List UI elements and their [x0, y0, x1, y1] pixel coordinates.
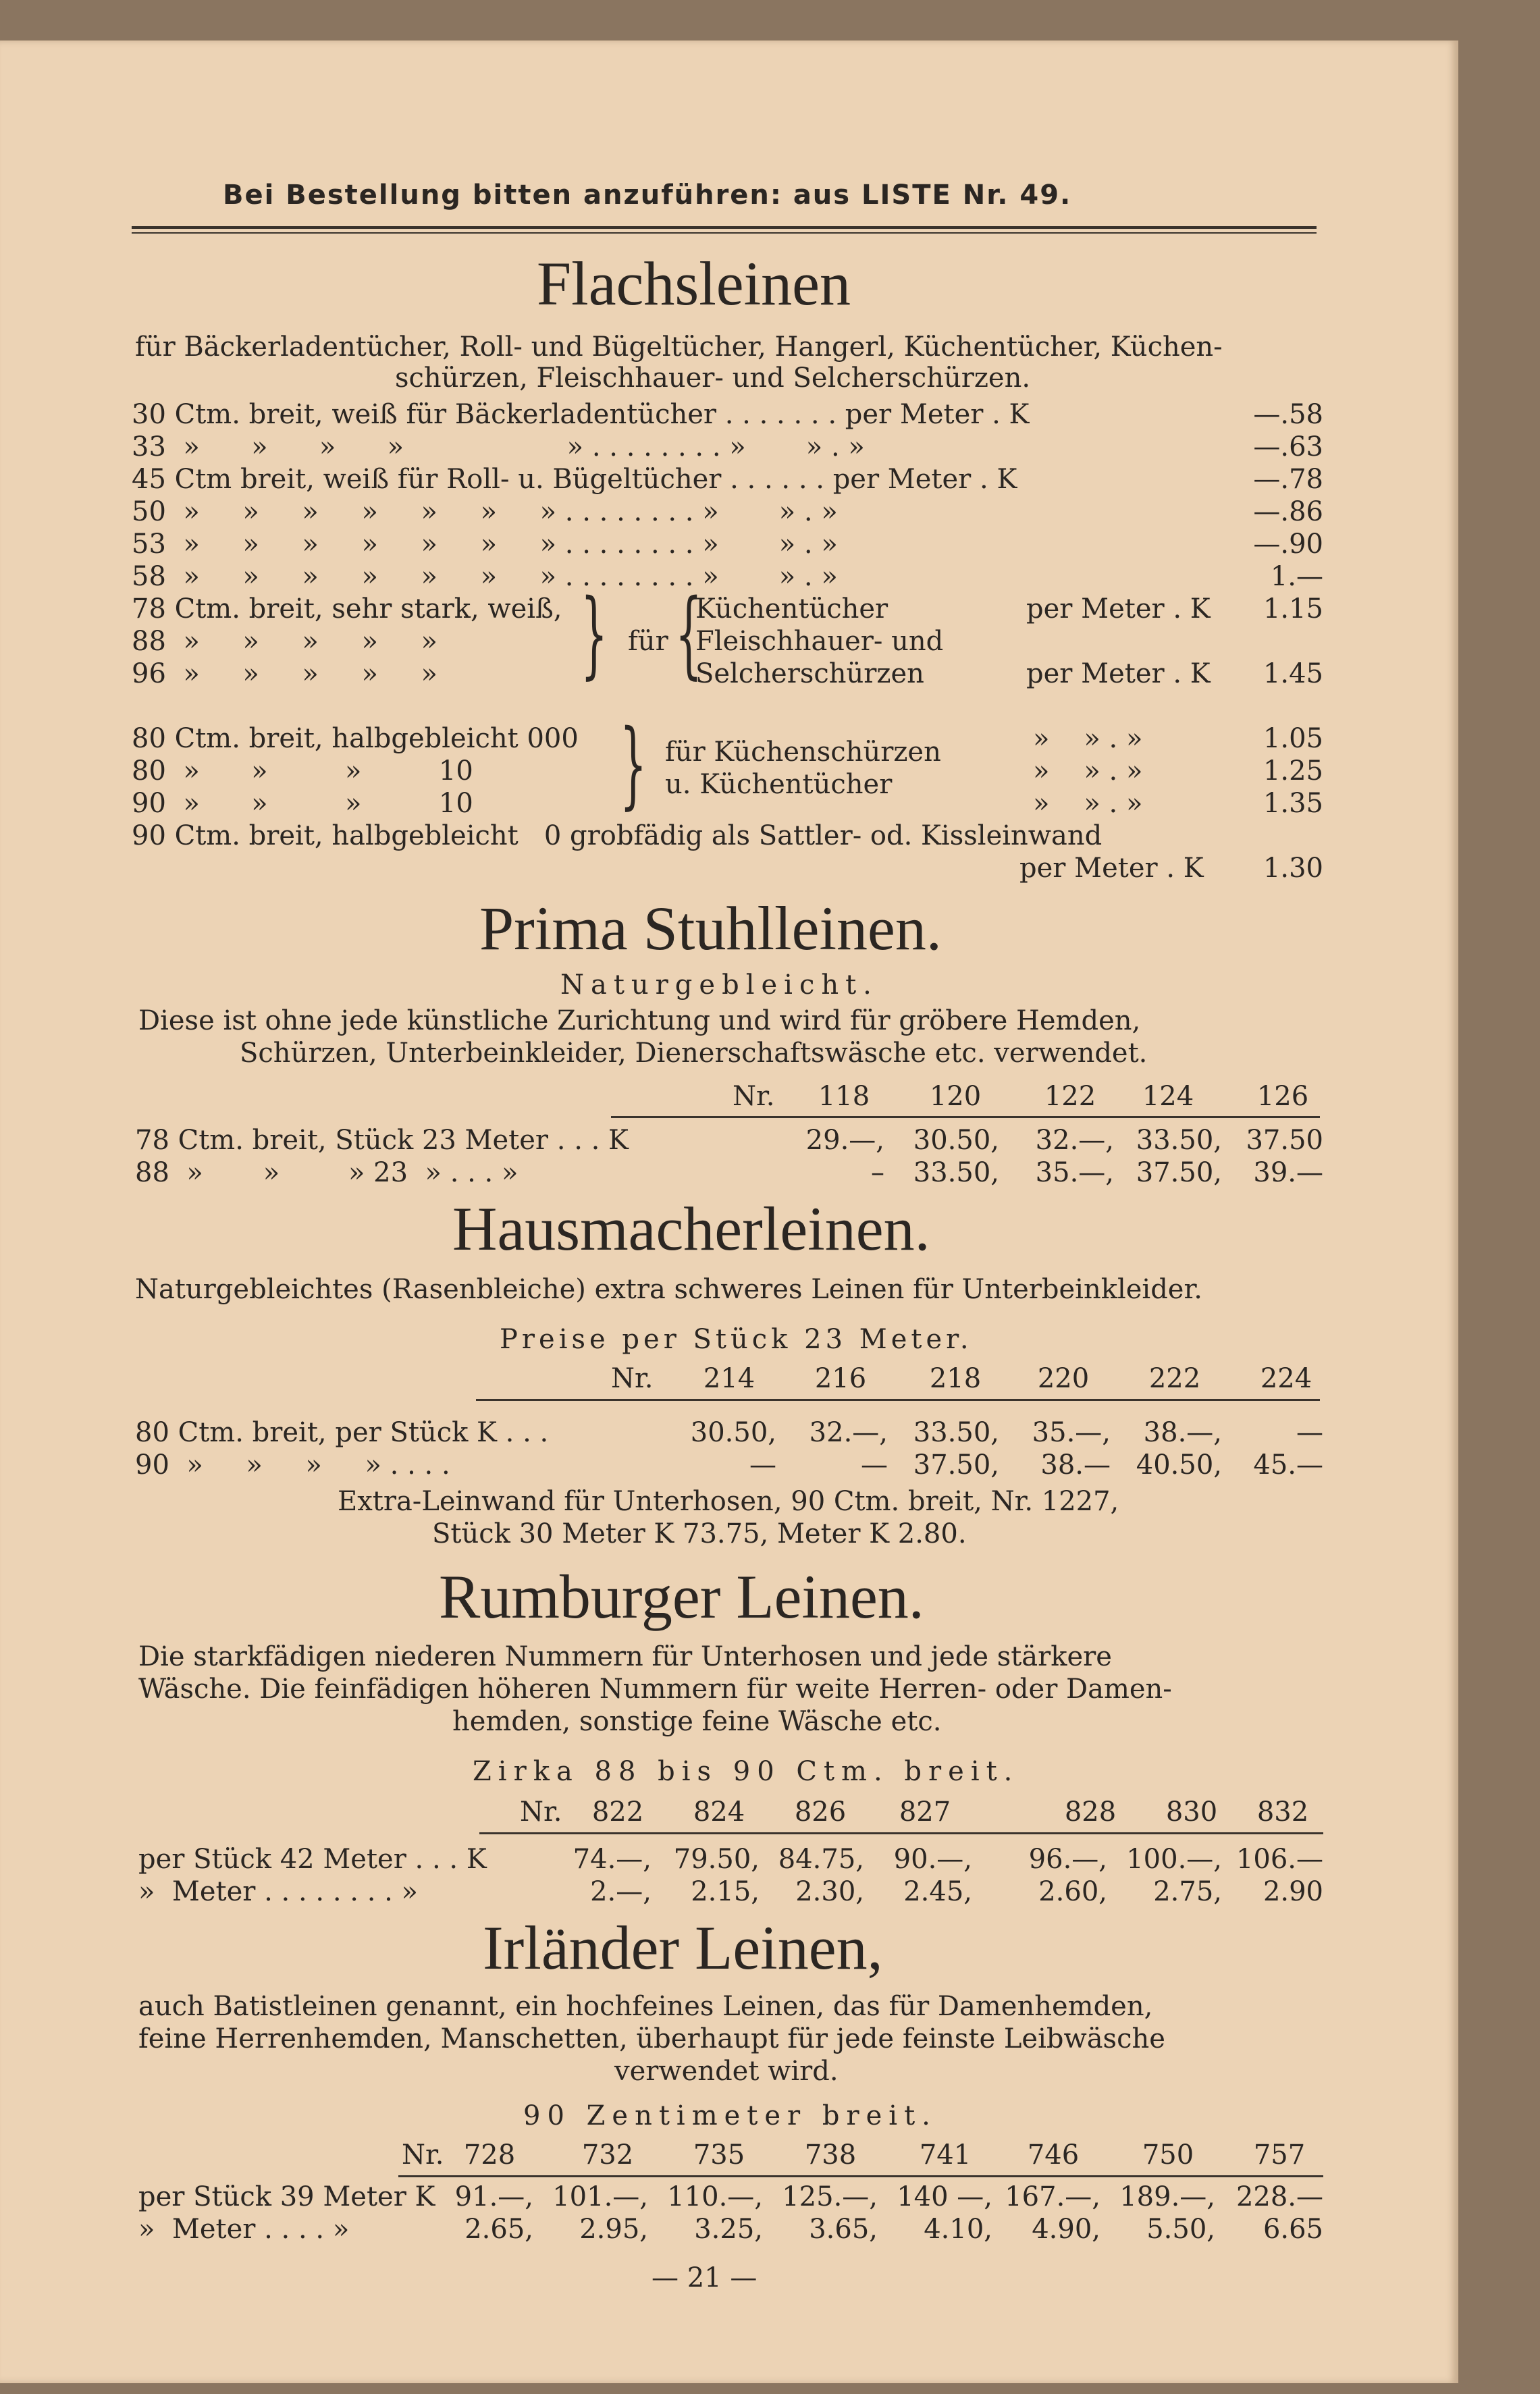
stuhl-table-rule	[611, 1116, 1320, 1118]
haus-subtitle: Preise per Stück 23 Meter.	[500, 1324, 973, 1355]
haus-intro: Naturgebleichtes (Rasenbleiche) extra schweres Leinen für Unterbeinkleider.	[135, 1274, 1202, 1305]
flachs-group2-left: 90 » » » 10	[132, 788, 473, 819]
flachs-group1-left: 88 » » » » »	[132, 626, 437, 657]
irland-cell: 3.25,	[694, 2214, 763, 2245]
flachs-group2-left: 80 Ctm. breit, halbgebleicht 000	[132, 723, 579, 754]
flachs-group1-fuer: für	[628, 626, 668, 657]
brace-open: {	[675, 579, 703, 689]
page-header: Bei Bestellung bitten anzuführen: aus LISTE Nr. 49.	[223, 180, 1072, 211]
flachs-group1-unit: per Meter . K	[1026, 658, 1211, 689]
flachs-group2-price: 1.25	[1263, 755, 1323, 787]
irland-cell: 167.—,	[1005, 2181, 1100, 2212]
haus-cell: —	[749, 1449, 776, 1481]
stuhl-cell: 33.50,	[1136, 1125, 1222, 1156]
irland-intro-line3: verwendet wird.	[614, 2056, 839, 2087]
flachs-row-price: —.90	[1253, 529, 1323, 560]
rumburg-cell: 2.45,	[903, 1876, 972, 1907]
irland-cell: 4.90,	[1032, 2214, 1100, 2245]
haus-extra-line1: Extra-Leinwand für Unterhosen, 90 Ctm. breit, Nr. 1227,	[338, 1486, 1119, 1517]
stuhl-subtitle: Naturgebleicht.	[560, 969, 878, 1001]
rumburg-nr-label: Nr.	[520, 1797, 562, 1828]
irland-cell: 2.95,	[579, 2214, 648, 2245]
irland-cell: 110.—,	[667, 2181, 763, 2212]
irland-subtitle: 90 Zentimeter breit.	[523, 2100, 937, 2131]
irland-table-rule	[398, 2175, 1323, 2177]
rumburg-cell: 84.75,	[778, 1844, 864, 1875]
flachs-intro-line2: schürzen, Fleischhauer- und Selcherschürzen.	[395, 363, 1031, 394]
rumburg-cell: 106.—	[1236, 1844, 1323, 1875]
irland-cell: 6.65	[1263, 2214, 1323, 2245]
rumburg-intro-line1: Die starkfädigen niederen Nummern für Unterhosen und jede stärkere	[138, 1641, 1112, 1672]
rumburg-table-rule	[479, 1832, 1323, 1834]
header-rule	[132, 226, 1317, 229]
haus-row-label: 90 » » » » . . . .	[135, 1449, 450, 1481]
rumburg-cell: 96.—,	[1028, 1844, 1107, 1875]
haus-row-label: 80 Ctm. breit, per Stück K . . .	[135, 1417, 549, 1448]
haus-number: 224	[1260, 1363, 1312, 1394]
irland-cell: 2.65,	[464, 2214, 533, 2245]
irland-number: 738	[804, 2139, 857, 2171]
irland-number: 750	[1142, 2139, 1194, 2171]
haus-cell: 33.50,	[913, 1417, 999, 1448]
haus-cell: 38.—	[1040, 1449, 1111, 1481]
flachs-row-price: —.86	[1253, 496, 1323, 527]
flachs-group2-unit: » » . »	[1033, 723, 1143, 754]
section-title-hausmacherleinen: Hausmacherleinen.	[452, 1194, 930, 1263]
stuhl-row-label: 88 » » » 23 » . . . »	[135, 1157, 519, 1188]
flachs-row-left: 33 » » » » » . . . . . . . . » » . »	[132, 431, 865, 462]
haus-cell: —	[861, 1449, 888, 1481]
flachs-group2-mid: u. Küchentücher	[665, 769, 893, 800]
stuhl-nr-label: Nr.	[733, 1081, 775, 1112]
flachs-row-price: —.78	[1253, 464, 1323, 495]
haus-cell: 30.50,	[690, 1417, 776, 1448]
stuhl-cell: –	[871, 1157, 884, 1188]
stuhl-number: 124	[1142, 1081, 1194, 1112]
rumburg-cell: 2.60,	[1038, 1876, 1107, 1907]
haus-number: 218	[929, 1363, 982, 1394]
flachs-group2-unit: » » . »	[1033, 788, 1143, 819]
irland-intro-line2: feine Herrenhemden, Manschetten, überhaupt für jede feinste Leibwäsche	[138, 2023, 1165, 2054]
flachs-group2-unit: » » . »	[1033, 755, 1143, 787]
haus-number: 220	[1037, 1363, 1090, 1394]
irland-cell: 189.—,	[1119, 2181, 1215, 2212]
irland-intro-line1: auch Batistleinen genannt, ein hochfeines Leinen, das für Damenhemden,	[138, 1991, 1153, 2022]
flachs-group1-price: 1.45	[1263, 658, 1323, 689]
flachs-last-unit: per Meter . K	[1019, 853, 1204, 884]
stuhl-intro-line2: Schürzen, Unterbeinkleider, Dienerschaftswäsche etc. verwendet.	[240, 1038, 1148, 1069]
flachs-group1-price: 1.15	[1263, 593, 1323, 624]
stuhl-cell: 39.—	[1253, 1157, 1323, 1188]
brace-close: }	[581, 579, 608, 689]
stuhl-cell: 32.—,	[1035, 1125, 1114, 1156]
rumburg-intro-line2: Wäsche. Die feinfädigen höheren Nummern für weite Herren- oder Damen-	[138, 1674, 1172, 1705]
irland-number: 728	[463, 2139, 516, 2171]
irland-nr-label: Nr.	[402, 2139, 444, 2171]
haus-number: 216	[814, 1363, 867, 1394]
haus-cell: 35.—,	[1032, 1417, 1111, 1448]
irland-number: 732	[581, 2139, 634, 2171]
flachs-row-left: 45 Ctm breit, weiß für Roll- u. Bügeltücher . . . . . . per Meter . K	[132, 464, 1017, 495]
flachs-row-left: 30 Ctm. breit, weiß für Bäckerladentücher . . . . . . . per Meter . K	[132, 399, 1030, 430]
rumburg-cell: 74.—,	[573, 1844, 652, 1875]
rumburg-cell: 2.30,	[795, 1876, 864, 1907]
haus-number: 214	[703, 1363, 755, 1394]
haus-cell: 40.50,	[1136, 1449, 1222, 1481]
section-title-flachsleinen: Flachsleinen	[537, 249, 851, 318]
rumburg-row-label: » Meter . . . . . . . . »	[138, 1876, 419, 1907]
stuhl-number: 122	[1044, 1081, 1096, 1112]
rumburg-subtitle: Zirka 88 bis 90 Ctm. breit.	[473, 1756, 1019, 1787]
irland-cell: 125.—,	[782, 2181, 878, 2212]
haus-cell: 32.—,	[809, 1417, 888, 1448]
rumburg-number: 828	[1064, 1797, 1117, 1828]
haus-cell: —	[1296, 1417, 1323, 1448]
stuhl-cell: 37.50,	[1136, 1157, 1222, 1188]
section-title-stuhlleinen: Prima Stuhlleinen.	[479, 894, 942, 963]
rumburg-row-label: per Stück 42 Meter . . . K	[138, 1844, 487, 1875]
flachs-group1-left: 78 Ctm. breit, sehr stark, weiß,	[132, 593, 562, 624]
flachs-row-left: 53 » » » » » » » . . . . . . . . » » . »	[132, 529, 838, 560]
rumburg-number: 827	[899, 1797, 951, 1828]
haus-cell: 38.—,	[1143, 1417, 1222, 1448]
rumburg-number: 822	[591, 1797, 644, 1828]
rumburg-intro-line3: hemden, sonstige feine Wäsche etc.	[452, 1706, 942, 1737]
irland-cell: 91.—,	[454, 2181, 533, 2212]
rumburg-cell: 2.90	[1263, 1876, 1323, 1907]
irland-cell: 5.50,	[1146, 2214, 1215, 2245]
irland-row-label: » Meter . . . . »	[138, 2214, 350, 2245]
flachs-group1-mid: Küchentücher	[695, 593, 888, 624]
irland-number: 735	[693, 2139, 745, 2171]
irland-number: 757	[1253, 2139, 1306, 2171]
haus-table-rule	[476, 1399, 1320, 1401]
flachs-last-line: 90 Ctm. breit, halbgebleicht 0 grobfädig als Sattler- od. Kissleinwand	[132, 820, 1103, 851]
irland-cell: 3.65,	[809, 2214, 878, 2245]
header-rule-thin	[132, 232, 1317, 234]
haus-cell: 45.—	[1253, 1449, 1323, 1481]
flachs-group2-price: 1.05	[1263, 723, 1323, 754]
flachs-row-price: 1.—	[1270, 561, 1323, 592]
flachs-group1-unit: per Meter . K	[1026, 593, 1211, 624]
flachs-last-price: 1.30	[1263, 853, 1323, 884]
stuhl-intro-line1: Diese ist ohne jede künstliche Zurichtung und wird für gröbere Hemden,	[138, 1005, 1141, 1036]
irland-cell: 4.10,	[924, 2214, 992, 2245]
flachs-group1-mid: Fleischhauer- und	[695, 626, 944, 657]
rumburg-cell: 79.50,	[673, 1844, 760, 1875]
stuhl-number: 120	[929, 1081, 982, 1112]
irland-cell: 228.—	[1236, 2181, 1323, 2212]
irland-number: 741	[919, 2139, 972, 2171]
stuhl-number: 118	[818, 1081, 870, 1112]
rumburg-cell: 2.15,	[691, 1876, 760, 1907]
stuhl-cell: 35.—,	[1035, 1157, 1114, 1188]
stuhl-cell: 33.50,	[913, 1157, 999, 1188]
rumburg-cell: 100.—,	[1126, 1844, 1222, 1875]
stuhl-cell: 29.—,	[805, 1125, 884, 1156]
flachs-group2-left: 80 » » » 10	[132, 755, 473, 787]
catalog-page	[0, 41, 1458, 2383]
rumburg-number: 826	[794, 1797, 847, 1828]
rumburg-cell: 2.—,	[590, 1876, 652, 1907]
page-number: — 21 —	[652, 2262, 758, 2293]
flachs-row-price: —.63	[1253, 431, 1323, 462]
stuhl-row-label: 78 Ctm. breit, Stück 23 Meter . . . K	[135, 1125, 629, 1156]
irland-cell: 140 —,	[897, 2181, 992, 2212]
section-title-rumburger: Rumburger Leinen.	[439, 1562, 924, 1631]
rumburg-number: 832	[1256, 1797, 1309, 1828]
flachs-group1-left: 96 » » » » »	[132, 658, 437, 689]
rumburg-cell: 2.75,	[1153, 1876, 1222, 1907]
rumburg-number: 824	[693, 1797, 745, 1828]
haus-number: 222	[1148, 1363, 1201, 1394]
haus-nr-label: Nr.	[611, 1363, 654, 1394]
irland-cell: 101.—,	[552, 2181, 648, 2212]
irland-number: 746	[1027, 2139, 1080, 2171]
flachs-group2-mid: für Küchenschürzen	[665, 737, 941, 768]
flachs-row-price: —.58	[1253, 399, 1323, 430]
flachs-intro-line1: für Bäckerladentücher, Roll- und Bügeltücher, Hangerl, Küchentücher, Küchen-	[135, 331, 1223, 363]
rumburg-number: 830	[1165, 1797, 1218, 1828]
haus-extra-line2: Stück 30 Meter K 73.75, Meter K 2.80.	[432, 1518, 967, 1549]
stuhl-cell: 37.50	[1246, 1125, 1323, 1156]
flachs-group1-mid: Selcherschürzen	[695, 658, 924, 689]
stuhl-cell: 30.50,	[913, 1125, 999, 1156]
stuhl-number: 126	[1256, 1081, 1309, 1112]
section-title-irlaender: Irländer Leinen,	[483, 1913, 883, 1982]
flachs-row-left: 50 » » » » » » » . . . . . . . . » » . »	[132, 496, 838, 527]
rumburg-cell: 90.—,	[893, 1844, 972, 1875]
haus-cell: 37.50,	[913, 1449, 999, 1481]
flachs-group2-price: 1.35	[1263, 788, 1323, 819]
irland-row-label: per Stück 39 Meter K	[138, 2181, 435, 2212]
brace-close: }	[620, 710, 647, 820]
flachs-row-left: 58 » » » » » » » . . . . . . . . » » . »	[132, 561, 838, 592]
